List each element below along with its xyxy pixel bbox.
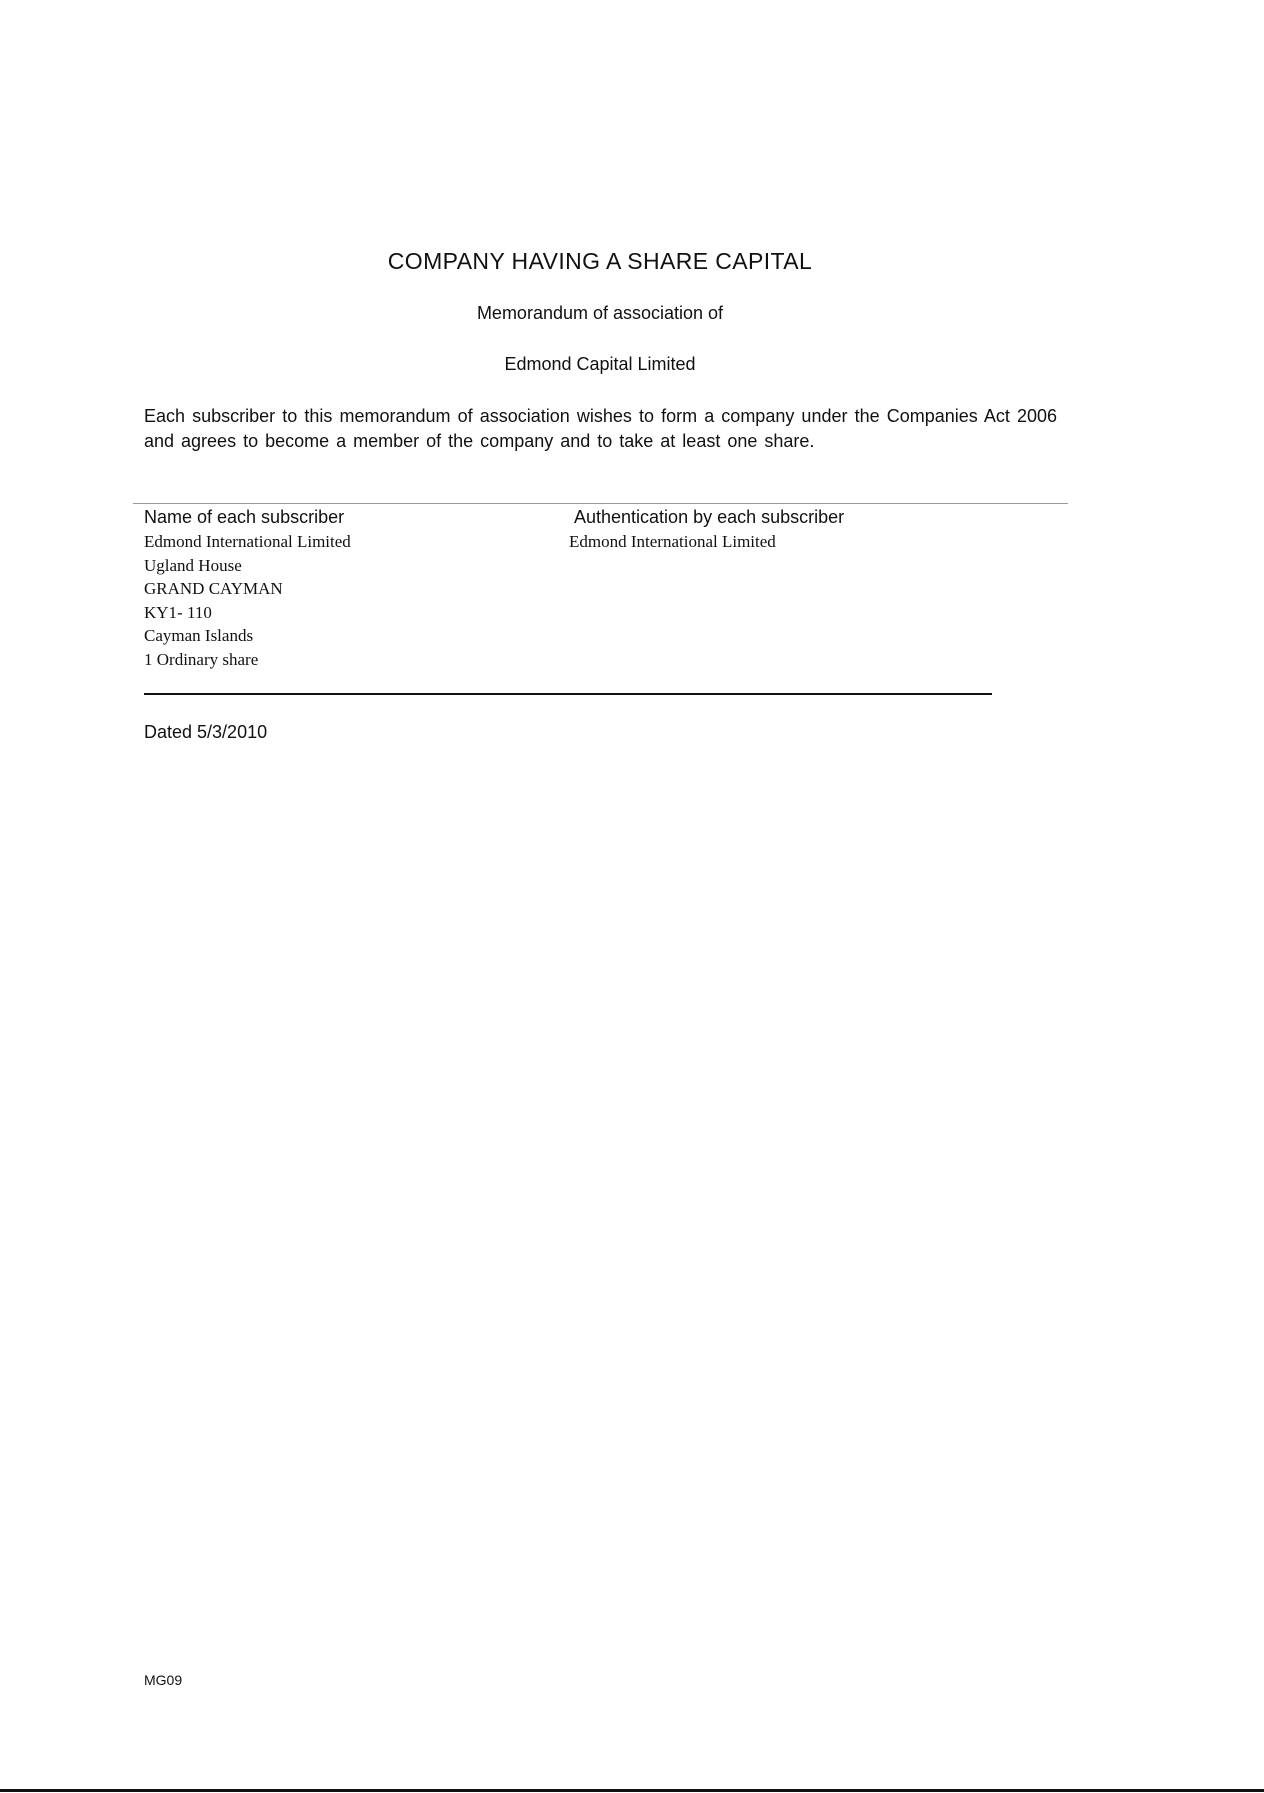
company-name: Edmond Capital Limited [504, 354, 696, 374]
subscriber-details [144, 530, 351, 671]
subscriber-name: Edmond International Limited [144, 532, 351, 551]
subscriber-postcode: KY1- 110 [144, 602, 212, 622]
subscriber-address-line: Ugland House [144, 555, 242, 575]
subscriber-statement: Each subscriber to this memorandum of association wishes to form a company under the Companies Act 2006 and agrees to become a member of the company and to take at least one share. [144, 406, 1057, 451]
subscriber-address-line: GRAND CAYMAN [144, 579, 283, 598]
subscriber-authentication: Edmond International Limited [569, 532, 776, 551]
document-title: COMPANY HAVING A SHARE CAPITAL [387, 248, 813, 274]
document-subtitle: Memorandum of association of [476, 303, 724, 323]
table-top-divider [133, 503, 1068, 504]
name-column-header: Name of each subscriber [144, 507, 345, 527]
authentication-column-header: Authentication by each subscriber [574, 507, 845, 527]
subscriber-country: Cayman Islands [144, 626, 254, 645]
subscriber-shares: 1 Ordinary share [144, 649, 259, 669]
dated-line: Dated 5/3/2010 [144, 722, 268, 742]
table-bottom-divider [144, 693, 992, 695]
form-code: MG09 [144, 1672, 183, 1688]
page-bottom-border [0, 1789, 1264, 1792]
